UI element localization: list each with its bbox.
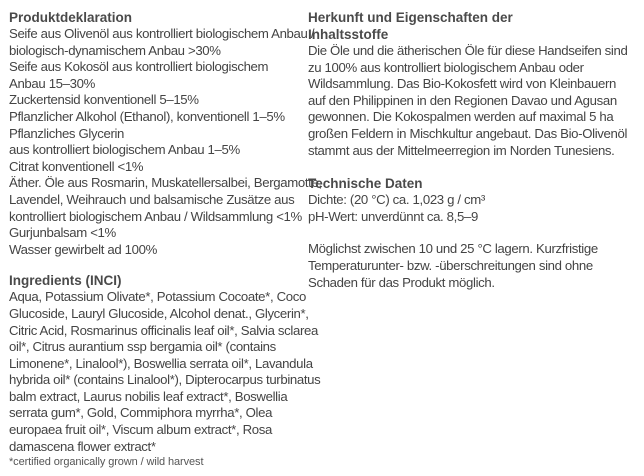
ph-line: pH-Wert: unverdünnt ca. 8,5–9 [308, 208, 478, 224]
ingredients-line: hybrida oil* (contains Linalool*), Dipterocarpus turbinatus [9, 372, 321, 388]
ingredients-line: Glucoside, Lauryl Glucoside, Alcohol denat., Glycerin*, [9, 305, 309, 321]
origin-line: gewonnen. Die Kokospalmen werden auf maximal 5 ha [308, 109, 614, 125]
ingredients-line: damascena flower extract* [9, 438, 156, 454]
density-line: Dichte: (20 °C) ca. 1,023 g / cm³ [308, 192, 485, 208]
footnote: *certified organically grown / wild harvest [9, 456, 204, 469]
origin-line: großen Feldern in Mischkultur angebaut. Das Bio-Olivenöl [308, 125, 628, 141]
ingredients-line: oil*, Citrus aurantium ssp bergamia oil* (contains [9, 339, 276, 355]
storage-line: Temperaturunter- bzw. -überschreitungen sind ohne [308, 257, 593, 273]
origin-line: Die Öle und die ätherischen Öle für diese Handseifen sind [308, 43, 628, 58]
declaration-line: Äther. Öle aus Rosmarin, Muskatellersalbei, Bergamotte, [9, 175, 322, 191]
tech-heading: Technische Daten [308, 176, 423, 192]
ingredients-line: Limonene*, Linalool*), Boswellia serrata oil*, Lavandula [9, 355, 313, 371]
declaration-line: Gurjunbalsam <1% [9, 225, 116, 241]
declaration-line: Seife aus Olivenöl aus kontrolliert biologischem Anbau / [9, 26, 315, 41]
declaration-line: kontrolliert biologischem Anbau / Wildsammlung <1% [9, 208, 302, 224]
declaration-list [9, 26, 322, 258]
origin-heading-line: Herkunft und Eigenschaften der [308, 10, 513, 25]
section-spacer [9, 258, 299, 272]
origin-line: stammt aus der Mittelmeerregion im Norden Tunesiens. [308, 142, 615, 158]
ingredients-list [9, 289, 321, 455]
ingredients-heading: Ingredients (INCI) [9, 273, 122, 289]
declaration-line: Seife aus Kokosöl aus kontrolliert biologischem [9, 59, 269, 75]
declaration-heading: Produktdeklaration [9, 10, 133, 25]
origin-paragraph [308, 43, 636, 159]
storage-line: Schaden für das Produkt möglich. [308, 274, 495, 290]
section-spacer [308, 225, 636, 241]
storage-line: Möglichst zwischen 10 und 25 °C lagern. Kurzfristige [308, 241, 598, 257]
ingredients-line: europaea fruit oil*, Viscum album extract*, Rosa [9, 422, 272, 438]
declaration-line: Wasser gewirbelt ad 100% [9, 241, 157, 257]
tech-data [308, 192, 636, 225]
declaration-line: Pflanzliches Glycerin [9, 125, 125, 141]
origin-line: Wildsammlung. Das Bio-Kokosfett wird von Kleinbauern [308, 76, 616, 92]
declaration-line: Zuckertensid konventionell 5–15% [9, 92, 199, 108]
origin-line: zu 100% aus kontrolliert biologischem Anbau oder [308, 59, 584, 75]
declaration-line: Citrat konventionell <1% [9, 158, 144, 174]
declaration-line: biologisch-dynamischem Anbau >30% [9, 42, 221, 58]
left-column [9, 9, 322, 469]
ingredients-line: serrata gum*, Gold, Commiphora myrrha*, Olea [9, 405, 273, 421]
storage-note [308, 241, 636, 291]
origin-line: auf den Philippinen in den Regionen Davao und Agusan [308, 92, 617, 108]
declaration-line: Pflanzlicher Alkohol (Ethanol), konventionell 1–5% [9, 108, 285, 124]
right-column [308, 9, 636, 291]
origin-heading-line: Inhaltsstoffe [308, 27, 389, 42]
ingredients-line: Aqua, Potassium Olivate*, Potassium Cocoate*, Coco [9, 289, 306, 305]
section-spacer [308, 159, 636, 175]
declaration-line: aus kontrolliert biologischem Anbau 1–5% [9, 142, 240, 158]
declaration-line: Anbau 15–30% [9, 75, 95, 91]
declaration-line: Lavendel, Weihrauch und balsamische Zusätze aus [9, 191, 295, 207]
ingredients-line: Citric Acid, Rosmarinus officinalis leaf oil*, Salvia sclarea [9, 322, 318, 338]
origin-heading [308, 9, 636, 43]
ingredients-line: balm extract, Laurus nobilis leaf extract*, Boswellia [9, 388, 288, 404]
